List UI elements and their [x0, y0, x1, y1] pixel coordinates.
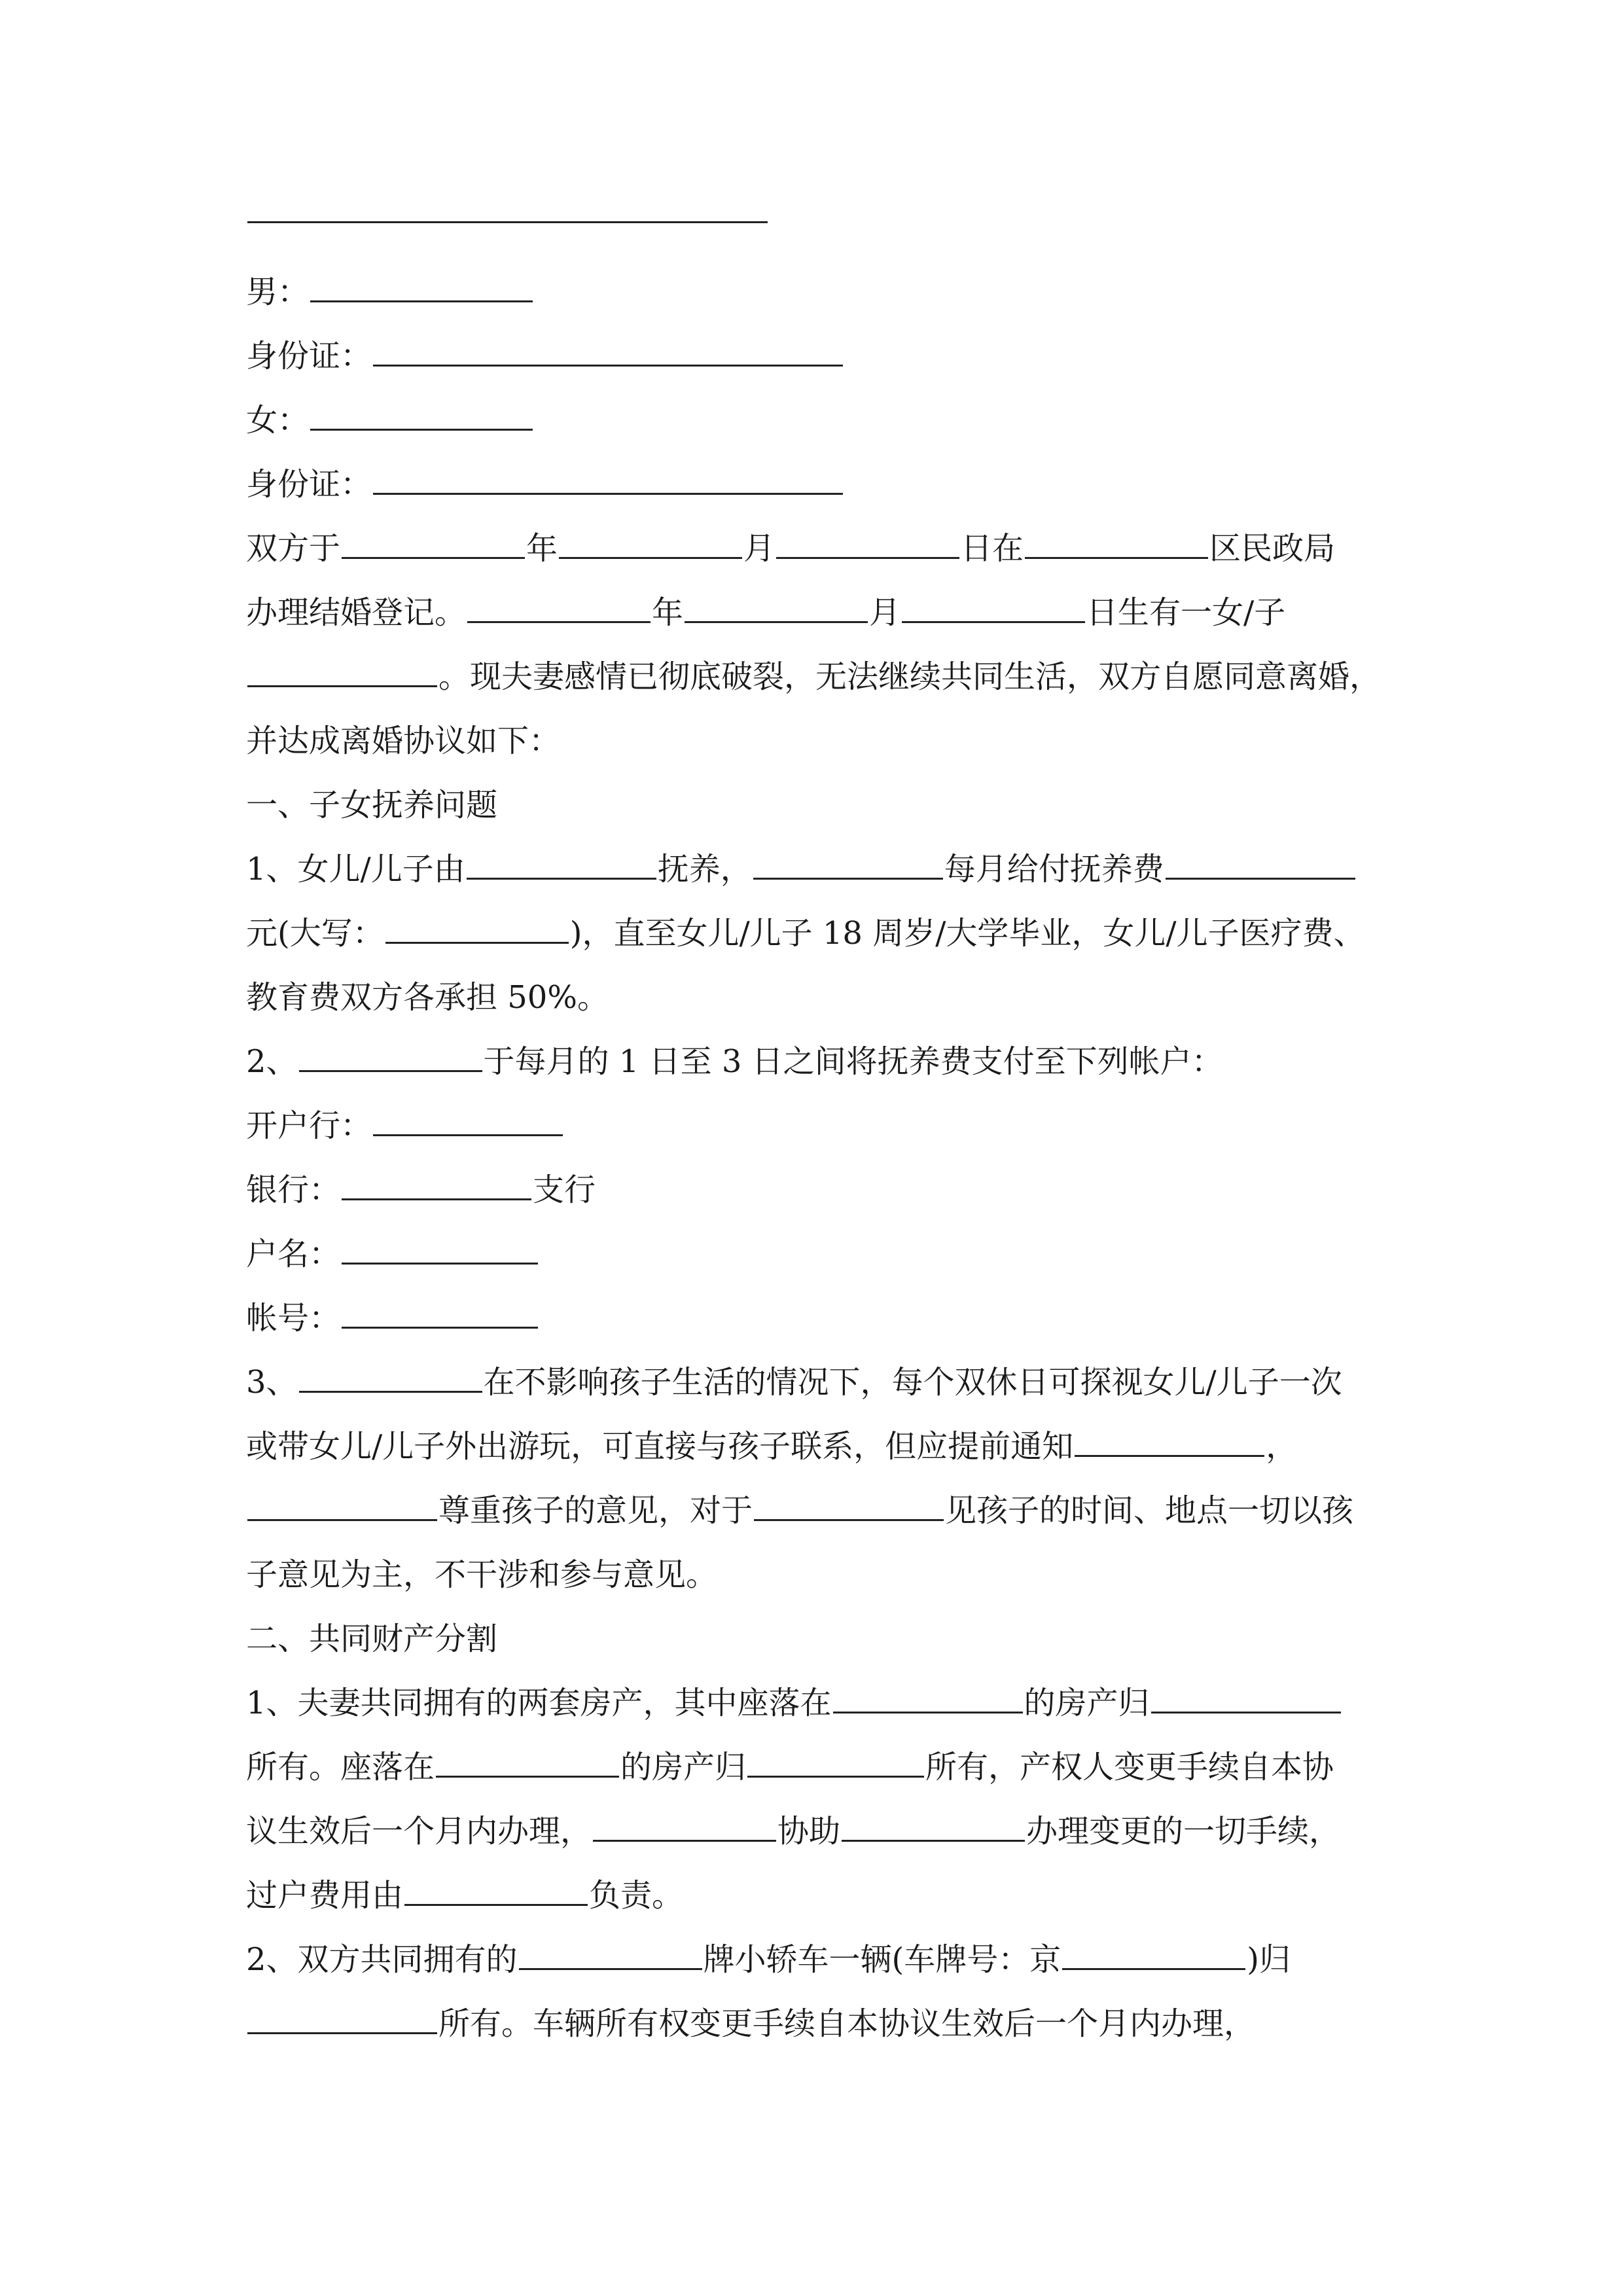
birth-day-blank[interactable]	[902, 595, 1085, 623]
breakup-text: 。现夫妻感情已彻底破裂，无法继续共同生活，双方自愿同意离婚，	[438, 658, 1382, 695]
payer-blank[interactable]	[753, 852, 943, 880]
male-id-label: 身份证：	[246, 338, 372, 374]
item1-text-c: 每月给付抚养费	[944, 851, 1164, 888]
item1-text-d: 元(大写：	[246, 915, 384, 952]
property1-owner-blank[interactable]	[1151, 1685, 1341, 1713]
registration-text-c: 月	[869, 594, 901, 631]
prop1-text-c: 所有。座落在	[246, 1749, 435, 1785]
child-name-blank[interactable]	[247, 659, 437, 687]
marriage-text-b: 年	[526, 530, 558, 567]
birth-month-blank[interactable]	[685, 595, 868, 623]
visitor-blank[interactable]	[299, 1365, 482, 1393]
car-text-d: 所有。车辆所有权变更手续自本协议生效后一个月内办理，	[438, 2005, 1256, 2042]
prop1-text-f: 议生效后一个月内办理，	[246, 1813, 592, 1850]
visit-party-blank[interactable]	[754, 1493, 944, 1521]
section2-title-text: 二、共同财产分割	[246, 1621, 498, 1657]
prop1-text-d: 的房产归	[620, 1749, 747, 1785]
account-name-label: 户名：	[246, 1236, 341, 1272]
marriage-month-blank[interactable]	[559, 531, 742, 559]
item3-text-g: 子意见为主，不干涉和参与意见。	[246, 1556, 718, 1593]
marriage-text-c: 月	[743, 530, 776, 567]
marriage-text-e: 区民政局	[1209, 530, 1336, 567]
property1-line2	[246, 1748, 1398, 1787]
item1-text-a: 1、女儿/儿子由	[246, 851, 465, 888]
account-name-blank[interactable]	[342, 1236, 538, 1265]
registration-line	[246, 593, 1398, 632]
car-text-a: 2、双方共同拥有的	[246, 1941, 518, 1978]
item2-text-b: 于每月的 1 日至 3 日之间将抚养费支付至下列帐户：	[483, 1043, 1223, 1080]
respect-party-blank[interactable]	[247, 1493, 437, 1521]
support-amount-blank[interactable]	[1166, 852, 1355, 880]
item1-line2	[246, 914, 1398, 953]
item1-line	[246, 850, 1398, 889]
item2-line	[246, 1042, 1398, 1081]
prop1-text-g: 协助	[777, 1813, 841, 1850]
custody-parent-blank[interactable]	[467, 852, 656, 880]
account-no-line	[246, 1299, 1398, 1338]
item3-line	[246, 1363, 1398, 1402]
marriage-day-blank[interactable]	[776, 531, 959, 559]
agreement-intro-text: 并达成离婚协议如下：	[246, 723, 561, 759]
assisted-party-blank[interactable]	[842, 1814, 1025, 1842]
male-id-blank[interactable]	[373, 338, 843, 367]
property1-line4	[246, 1876, 1398, 1915]
breakup-line	[246, 657, 1398, 696]
male-label: 男：	[246, 274, 310, 310]
item3-text-c: 或带女儿/儿子外出游玩，可直接与孩子联系，但应提前通知	[246, 1428, 1074, 1465]
notify-party-blank[interactable]	[1075, 1429, 1264, 1457]
car-brand-blank[interactable]	[519, 1942, 702, 1970]
marriage-text-d: 日在	[961, 530, 1024, 567]
item3-text-b: 在不影响孩子生活的情况下，每个双休日可探视女儿/儿子一次	[483, 1364, 1342, 1401]
item3-line4	[246, 1555, 1398, 1594]
amount-uppercase-blank[interactable]	[385, 916, 569, 944]
account-name-line	[246, 1234, 1398, 1274]
registration-text-a: 办理结婚登记。	[246, 594, 467, 631]
property2-owner-blank[interactable]	[747, 1749, 924, 1778]
car-line2	[246, 2004, 1398, 2043]
item3-line2	[246, 1427, 1398, 1466]
birth-year-blank[interactable]	[467, 595, 651, 623]
marriage-year-blank[interactable]	[342, 531, 525, 559]
prop1-text-a: 1、夫妻共同拥有的两套房产，其中座落在	[246, 1685, 832, 1721]
prop1-text-j: 负责。	[589, 1877, 684, 1914]
bank-open-blank[interactable]	[373, 1108, 563, 1136]
marriage-text-a: 双方于	[246, 530, 341, 567]
bank-branch-label: 支行	[533, 1172, 596, 1208]
female-id-line	[246, 465, 1398, 504]
male-line	[246, 272, 1398, 312]
item3-text-f: 见孩子的时间、地点一切以孩	[945, 1492, 1354, 1529]
car-owner-blank[interactable]	[247, 2006, 437, 2034]
car-text-c: )归	[1247, 1941, 1291, 1978]
property1-line3	[246, 1812, 1398, 1851]
prop1-text-b: 的房产归	[1024, 1685, 1150, 1721]
male-id-line	[246, 336, 1398, 376]
car-line	[246, 1940, 1398, 1979]
account-no-label: 帐号：	[246, 1300, 341, 1336]
item1-text-b: 抚养，	[657, 851, 752, 888]
section2-title	[246, 1619, 1398, 1659]
item2-text-a: 2、	[246, 1043, 298, 1080]
account-no-blank[interactable]	[342, 1300, 538, 1329]
transfer-fee-party-blank[interactable]	[404, 1878, 588, 1906]
registration-text-d: 日生有一女/子	[1086, 594, 1286, 631]
item1-line3	[246, 978, 1398, 1017]
female-blank[interactable]	[310, 403, 533, 431]
bank-branch-blank[interactable]	[342, 1172, 531, 1200]
item1-text-e: )，直至女儿/儿子 18 周岁/大学毕业，女儿/儿子医疗费、	[569, 915, 1365, 952]
female-label: 女：	[246, 402, 310, 439]
agreement-intro-line	[246, 721, 1398, 761]
item1-text-f: 教育费双方各承担 50%。	[246, 979, 609, 1016]
marriage-district-blank[interactable]	[1025, 531, 1208, 559]
bank-label: 银行：	[246, 1172, 341, 1208]
bank-open-label: 开户行：	[246, 1107, 372, 1144]
bank-line	[246, 1170, 1398, 1210]
prop1-text-e: 所有，产权人变更手续自本协	[925, 1749, 1334, 1785]
female-line	[246, 401, 1398, 440]
prop1-text-h: 办理变更的一切手续，	[1026, 1813, 1341, 1850]
male-blank[interactable]	[310, 274, 533, 302]
marriage-line	[246, 529, 1398, 568]
car-plate-blank[interactable]	[1062, 1942, 1245, 1970]
section1-title	[246, 785, 1398, 825]
property2-location-blank[interactable]	[436, 1749, 619, 1778]
section1-title-text: 一、子女抚养问题	[246, 787, 498, 823]
car-text-b: 牌小轿车一辆(车牌号：京	[703, 1941, 1061, 1978]
bank-open-line	[246, 1106, 1398, 1145]
item3-text-a: 3、	[246, 1364, 298, 1401]
item3-line3	[246, 1491, 1398, 1530]
property1-line	[246, 1683, 1398, 1723]
item3-text-e: 尊重孩子的意见，对于	[438, 1492, 753, 1529]
item2-payer-blank[interactable]	[299, 1044, 482, 1072]
female-id-label: 身份证：	[246, 466, 372, 503]
registration-text-b: 年	[652, 594, 684, 631]
assisting-party-blank[interactable]	[593, 1814, 776, 1842]
property1-location-blank[interactable]	[833, 1685, 1023, 1713]
female-id-blank[interactable]	[373, 467, 843, 495]
top-rule	[247, 221, 768, 223]
item3-text-d: ，	[1266, 1428, 1298, 1465]
prop1-text-i: 过户费用由	[246, 1877, 404, 1914]
